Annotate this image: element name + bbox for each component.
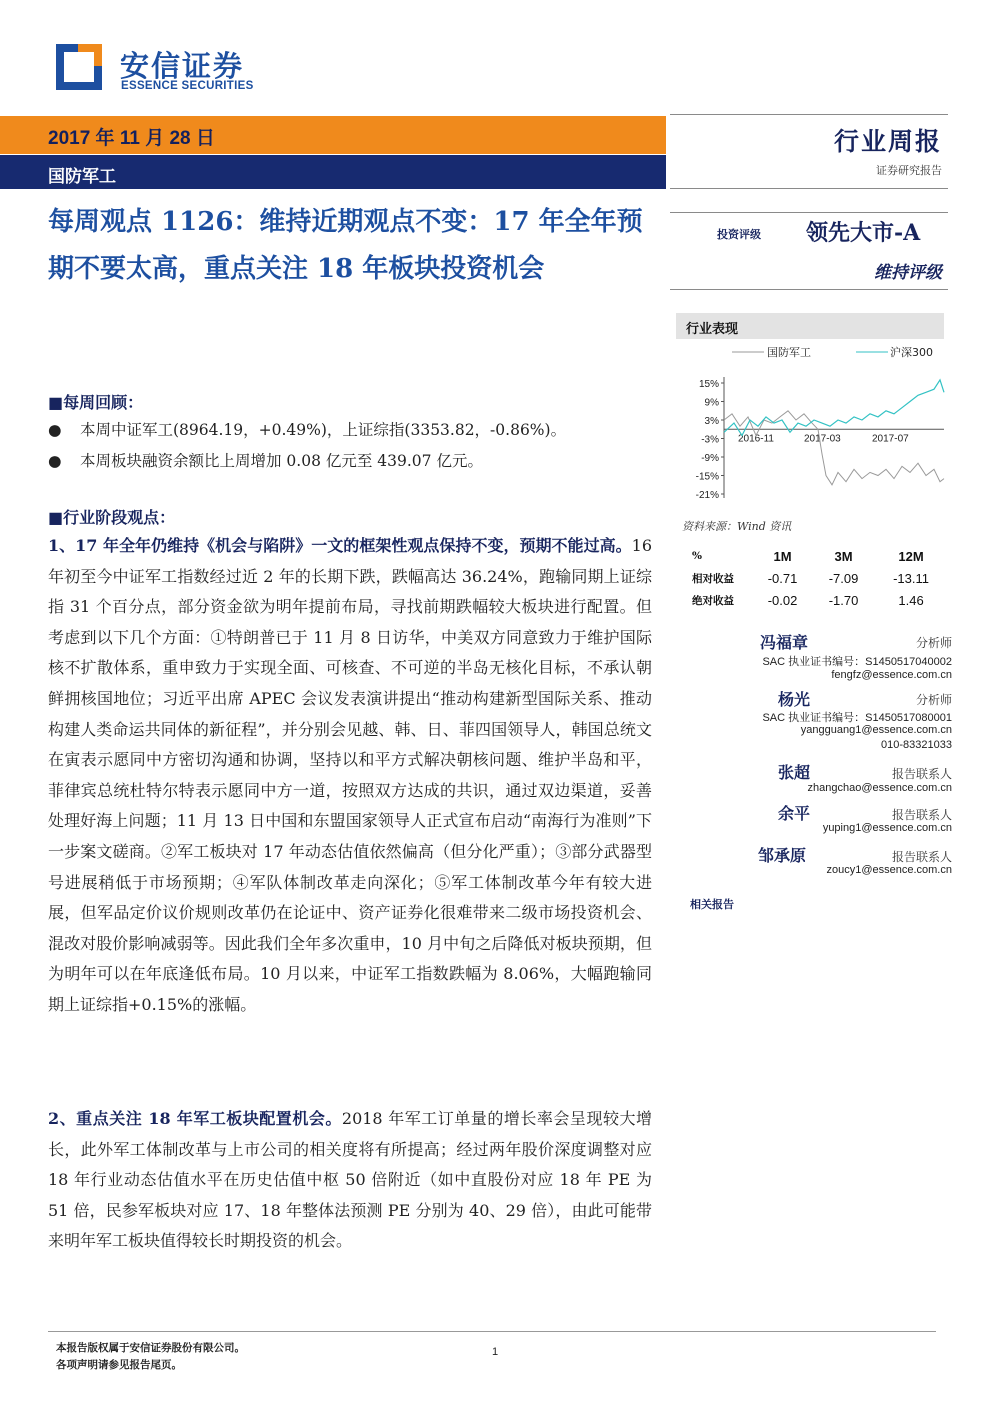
footer-divider bbox=[48, 1331, 936, 1332]
table-cell: -0.71 bbox=[767, 570, 798, 586]
table-cell: 绝对收益 bbox=[692, 594, 734, 607]
report-type: 行业周报 bbox=[833, 127, 942, 156]
rating-note: 维持评级 bbox=[874, 263, 942, 283]
brand-logo-icon bbox=[56, 44, 102, 90]
analyst-phone: 010-83321033 bbox=[881, 739, 952, 751]
analyst-email[interactable]: fengfz@essence.com.cn bbox=[831, 669, 952, 681]
table-row bbox=[676, 589, 948, 611]
analyst-email[interactable]: zhangchao@essence.com.cn bbox=[807, 782, 952, 794]
performance-title: 行业表现 bbox=[686, 322, 739, 337]
x-axis bbox=[724, 429, 944, 444]
divider bbox=[670, 289, 948, 290]
table-cell: -1.70 bbox=[828, 592, 859, 608]
table-header: % bbox=[692, 550, 702, 562]
table-cell: 相对收益 bbox=[692, 572, 734, 585]
table-header: 12M bbox=[898, 548, 924, 564]
analyst-cert: SAC 执业证书编号：S1450517080001 bbox=[762, 712, 952, 724]
bullet-text: 本周板块融资余额比上周增加 0.08 亿元至 439.07 亿元。 bbox=[80, 452, 483, 470]
paragraph-body: 16 年初至今中证军工指数经过近 2 年的长期下跌，跌幅高达 36.24%，跑输同期上证综指 31 个百分点，部分资金欲为明年提前布局，寻找前期跌幅较大板块进行配置。但考虑到以下几个方面：①特朗普已于 11 月 8 日访华，中美双方同意致力于维护国际核不扩散体系，重申致力于实现全面、可核查、不可逆的半岛无核化目标，不承认朝鲜拥核国地位；习近平出席 APEC 会议发表演讲提出“推动构建新型国际关系、推动构建人类命运共同体的新征程”，并分别会见越、韩、日、菲四国领导人，韩国总统文在寅表示愿同中方密切沟通和协调，坚持以和平方式解决朝核问题、维护半岛和平，菲律宾总统杜特尔特表示愿同中方一道，按照双方达成的共识，通过双边渠道，妥善处理好海上问题；11 月 13 日中国和东盟国家领导人正式宣布启动“南海行为准则”下一步案文磋商。②军工板块对 17 年动态估值依然偏高（但分化严重）；③部分武器型号进展稍低于市场预期；④军队体制改革走向深化；⑤军工体制改革今年有较大进展，但军品定价议价规则改革仍在论证中、资产证券化很难带来二级市场投资机会、混改对股价影响减弱等。因此我们全年多次重申，10 月中旬之后降低对板块预期，但为明年可以在年底逢低布局。10 月以来，中证军工指数跌幅为 8.06%，大幅跑输同期上证综指+0.15%的涨幅。 bbox=[48, 536, 652, 1014]
table-header: 1M bbox=[773, 548, 792, 564]
y-tick-label: -21% bbox=[695, 490, 719, 501]
analyst-name: 张超 bbox=[778, 763, 811, 782]
sector-name: 国防军工 bbox=[48, 167, 116, 187]
y-tick-label: -3% bbox=[701, 434, 719, 446]
analyst-name: 余平 bbox=[778, 804, 811, 823]
analyst-role: 分析师 bbox=[915, 636, 952, 650]
analyst-name: 冯福章 bbox=[760, 633, 809, 652]
chart-legend bbox=[732, 345, 933, 359]
rating-value: 领先大市-A bbox=[806, 220, 921, 246]
report-subtype: 证券研究报告 bbox=[876, 164, 942, 177]
divider bbox=[670, 114, 948, 115]
analyst-name: 杨光 bbox=[778, 690, 811, 709]
analyst-role: 分析师 bbox=[915, 693, 952, 707]
analyst-role: 报告联系人 bbox=[891, 767, 952, 781]
analyst-email[interactable]: yuping1@essence.com.cn bbox=[822, 822, 952, 834]
table-row bbox=[676, 567, 948, 589]
related-reports: 相关报告 bbox=[690, 898, 734, 911]
table-cell: 1.46 bbox=[898, 592, 924, 608]
performance-chart bbox=[676, 340, 948, 516]
divider bbox=[670, 188, 948, 189]
footer-copyright: 本报告版权属于安信证券股份有限公司。 bbox=[56, 1342, 245, 1354]
report-title: 每周观点 1126：维持近期观点不变：17 年全年预期不要太高，重点关注 18 年板块投资机会 bbox=[48, 207, 643, 284]
analyst-email[interactable]: zoucy1@essence.com.cn bbox=[826, 864, 952, 876]
y-tick-label: 15% bbox=[698, 379, 719, 390]
list-item: ● 本周中证军工(8964.19，+0.49%)，上证综指(3353.82，-0.86%)。 bbox=[48, 421, 567, 439]
divider bbox=[670, 212, 948, 213]
x-tick-label: 2017-03 bbox=[804, 433, 841, 445]
table-header: 3M bbox=[834, 548, 853, 564]
bullet-text: 本周中证军工(8964.19，+0.49%)，上证综指(3353.82，-0.86%)。 bbox=[80, 421, 567, 439]
rating-label: 投资评级 bbox=[717, 228, 761, 241]
paragraph-2 bbox=[48, 1104, 652, 1257]
y-tick-label: 3% bbox=[704, 416, 719, 427]
x-tick-label: 2017-07 bbox=[872, 433, 909, 445]
report-date: 2017 年 11 月 28 日 bbox=[48, 128, 215, 149]
y-axis bbox=[696, 377, 724, 501]
y-tick-label: 9% bbox=[704, 397, 719, 409]
paragraph-body: 2018 年军工订单量的增长率会呈现较大增长，此外军工体制改革与上市公司的相关度将有所提高；经过两年股价深度调整对应 18 年行业动态估值水平在历史估值中枢 50 倍附近（如中直股份对应 18 年 PE 为 51 倍，民参军板块对应 17、18 年整体法预测 PE 分别为 40、29 倍），由此可能带来明年军工板块值得较长时期投资的机会。 bbox=[48, 1109, 652, 1251]
table-header-row bbox=[676, 545, 948, 567]
list-item: ● 本周板块融资余额比上周增加 0.08 亿元至 439.07 亿元。 bbox=[48, 452, 483, 470]
table-cell: -0.02 bbox=[767, 592, 798, 608]
legend-label-defense: 国防军工 bbox=[767, 346, 811, 359]
analyst-role: 报告联系人 bbox=[891, 808, 952, 822]
series-line-hs300 bbox=[724, 380, 944, 436]
weekly-review-heading: ■每周回顾： bbox=[48, 393, 144, 412]
y-tick-label: -9% bbox=[701, 453, 719, 464]
table-cell: -13.11 bbox=[893, 570, 929, 586]
analyst-email[interactable]: yangguang1@essence.com.cn bbox=[800, 724, 952, 736]
analyst-role: 报告联系人 bbox=[891, 850, 952, 864]
paragraph-lead: 2、重点关注 18 年军工板块配置机会。 bbox=[48, 1109, 342, 1128]
chart-source: 资料来源：Wind 资讯 bbox=[682, 520, 792, 533]
series-line-defense bbox=[724, 411, 944, 485]
performance-table bbox=[676, 545, 948, 611]
industry-view-heading: ■行业阶段观点： bbox=[48, 508, 176, 527]
legend-label-hs300: 沪深300 bbox=[890, 346, 933, 359]
y-tick-label: -15% bbox=[695, 471, 719, 483]
paragraph-1 bbox=[48, 531, 652, 1021]
brand-name-en: ESSENCE SECURITIES bbox=[121, 80, 254, 92]
table-cell: -7.09 bbox=[828, 570, 859, 586]
paragraph-lead: 1、17 年全年仍维持《机会与陷阱》一文的框架性观点保持不变，预期不能过高。 bbox=[48, 536, 632, 555]
page-number: 1 bbox=[492, 1346, 499, 1358]
analyst-cert: SAC 执业证书编号：S1450517040002 bbox=[762, 656, 952, 668]
x-tick-label: 2016-11 bbox=[738, 433, 774, 445]
footer-disclaimer: 各项声明请参见报告尾页。 bbox=[56, 1359, 182, 1371]
brand-name-cn: 安信证券 bbox=[120, 49, 245, 83]
analyst-name: 邹承原 bbox=[758, 846, 807, 865]
